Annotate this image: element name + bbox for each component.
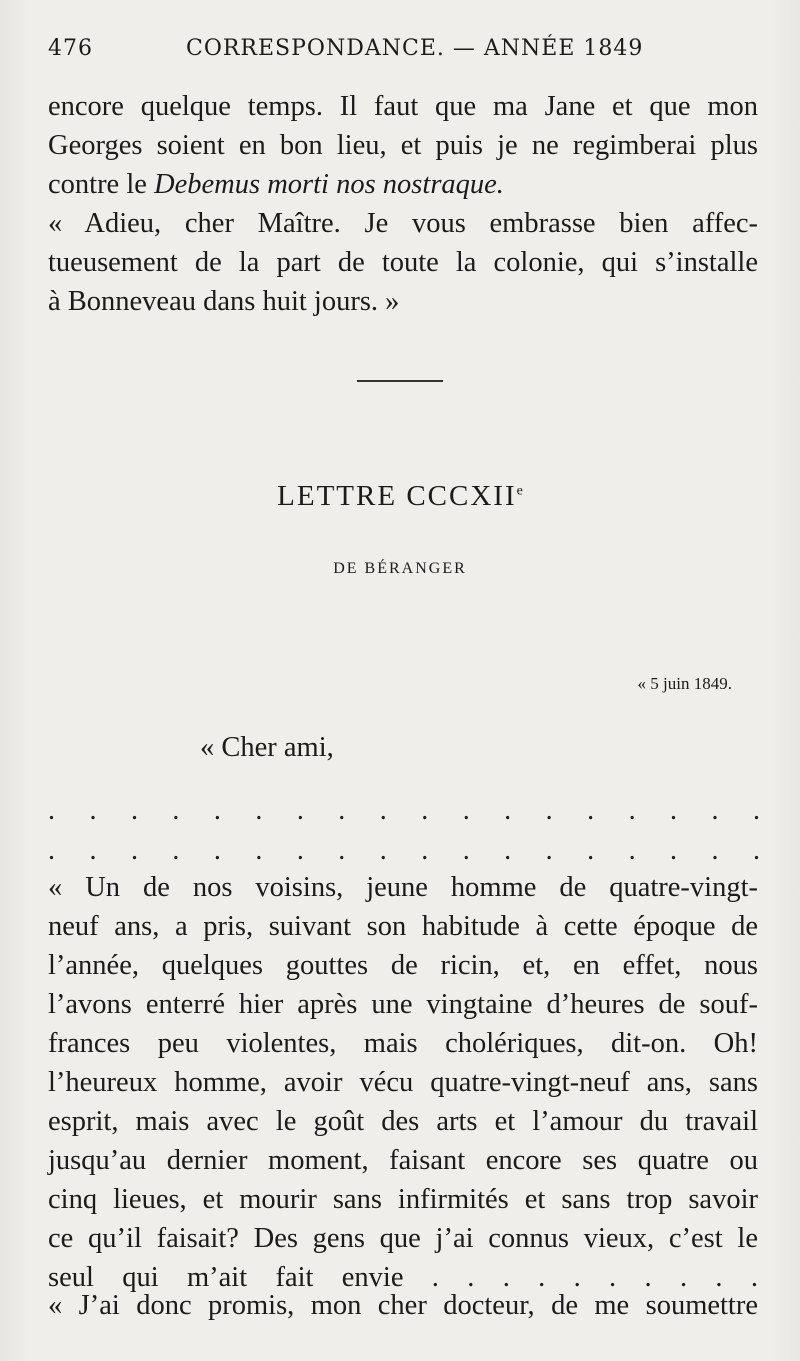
- letter-title: [0, 480, 800, 513]
- dot: .: [255, 795, 263, 826]
- dot: .: [172, 835, 180, 866]
- dot: .: [89, 835, 97, 866]
- letter-title-sup: e: [516, 483, 523, 499]
- dot: .: [587, 835, 595, 866]
- text-line: l’année, quelques gouttes de ricin, et, en effet, nous: [48, 950, 758, 981]
- dot: .: [462, 835, 470, 866]
- running-title: CORRESPONDANCE. — ANNÉE 1849: [186, 36, 644, 61]
- letter-salutation: « Cher ami,: [200, 732, 334, 763]
- dot: .: [462, 795, 470, 826]
- paragraph-block-3: [48, 1286, 758, 1325]
- text-line: neuf ans, a pris, suivant son habitude à cette époque de: [48, 911, 758, 942]
- dot: .: [711, 835, 719, 866]
- dot: .: [670, 795, 678, 826]
- ellipsis-row: [48, 835, 760, 867]
- dot: .: [48, 835, 55, 866]
- text-line: « Adieu, cher Maître. Je vous embrasse bien affec-: [48, 208, 758, 239]
- letter-title-text: LETTRE CCCXII: [277, 480, 517, 512]
- dot: .: [338, 795, 346, 826]
- dot: .: [545, 795, 553, 826]
- text-line: [48, 165, 758, 204]
- text-fragment: contre le: [48, 169, 147, 200]
- text-line: l’heureux homme, avoir vécu quatre-vingt-neuf ans, sans: [48, 1067, 758, 1098]
- dot: .: [255, 835, 263, 866]
- text-line: « J’ai donc promis, mon cher docteur, de me soumettre: [48, 1290, 758, 1321]
- paragraph-block-1: [48, 87, 758, 321]
- dot: .: [628, 835, 636, 866]
- dot: .: [670, 835, 678, 866]
- dot: .: [338, 835, 346, 866]
- text-line: Georges soient en bon lieu, et puis je ne regimberai plus: [48, 130, 758, 161]
- dot: .: [172, 795, 180, 826]
- dot: .: [587, 795, 595, 826]
- text-line: tueusement de la part de toute la colonie, qui s’installe: [48, 247, 758, 278]
- text-line: frances peu violentes, mais cholériques, dit-on. Oh!: [48, 1028, 758, 1059]
- text-line: esprit, mais avec le goût des arts et l’amour du travail: [48, 1106, 758, 1137]
- text-line: l’avons enterré hier après une vingtaine d’heures de souf-: [48, 989, 758, 1020]
- dot: .: [89, 795, 97, 826]
- dot: .: [379, 795, 387, 826]
- dot: .: [752, 795, 760, 826]
- dot: .: [296, 835, 304, 866]
- text-line: jusqu’au dernier moment, faisant encore ses quatre ou: [48, 1145, 758, 1176]
- latin-quote: Debemus morti nos nostraque.: [154, 169, 504, 200]
- dot: .: [48, 795, 55, 826]
- text-line: encore quelque temps. Il faut que ma Jane et que mon: [48, 91, 758, 122]
- page-number: 476: [48, 36, 93, 61]
- dot: .: [379, 835, 387, 866]
- dot: .: [130, 835, 138, 866]
- dot: .: [752, 835, 760, 866]
- dot: .: [296, 795, 304, 826]
- section-divider: [357, 380, 443, 382]
- text-line: seul qui m’ait fait envie . . . . . . . . . .: [48, 1262, 758, 1293]
- dot: .: [213, 795, 221, 826]
- ellipsis-row: [48, 795, 760, 827]
- dot: .: [504, 795, 512, 826]
- text-line: cinq lieues, et mourir sans infirmités et sans trop savoir: [48, 1184, 758, 1215]
- text-line: ce qu’il faisait? Des gens que j’ai connus vieux, c’est le: [48, 1223, 758, 1254]
- text-line: « Un de nos voisins, jeune homme de quatre-vingt-: [48, 872, 758, 903]
- dot: .: [628, 795, 636, 826]
- dot: .: [421, 795, 429, 826]
- dot: .: [545, 835, 553, 866]
- dot: .: [130, 795, 138, 826]
- letter-date: « 5 juin 1849.: [637, 674, 732, 693]
- dot: .: [504, 835, 512, 866]
- dot: .: [421, 835, 429, 866]
- text-line: à Bonneveau dans huit jours. »: [48, 286, 400, 317]
- paragraph-block-2: [48, 868, 758, 1297]
- dot: .: [711, 795, 719, 826]
- dot: .: [213, 835, 221, 866]
- letter-sender: DE BÉRANGER: [333, 560, 467, 577]
